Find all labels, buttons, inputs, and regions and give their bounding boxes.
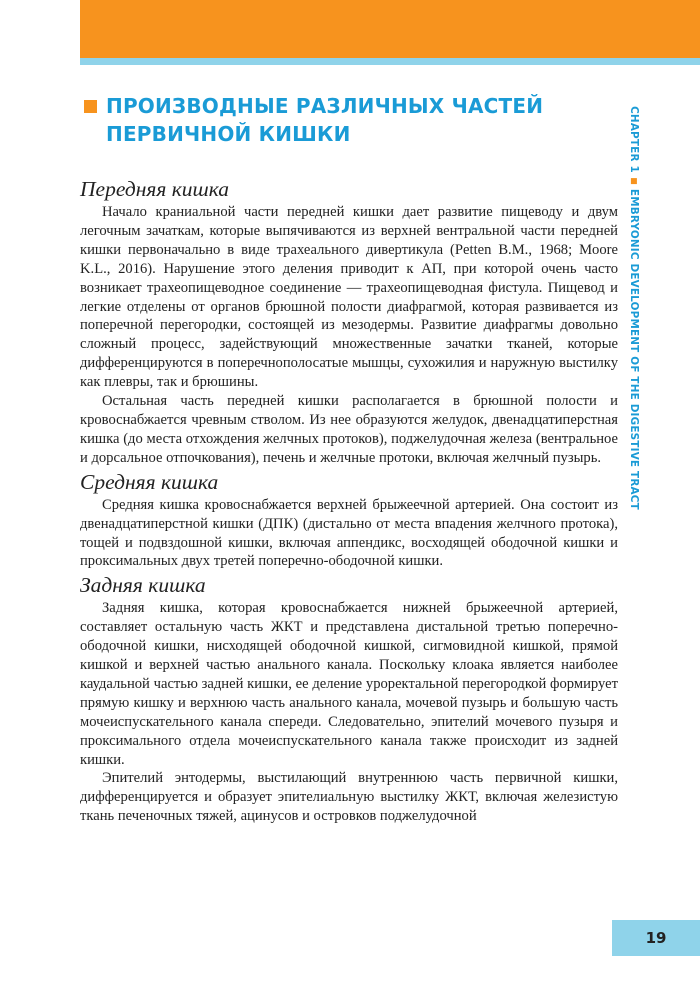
page-content	[80, 175, 618, 826]
paragraph: Остальная часть передней кишки располагается в брюшной полости и кровоснабжается чревным стволом. Из нее образуются желудок, двенадцатиперстная кишка (до места отхождения желчных протоков), поджелудочная железа (вентральное и дорсальное отпочкования), печень и желчные протоки, включая желчный пузырь.	[80, 393, 618, 466]
chapter-side-label	[626, 95, 642, 520]
chapter-name: EMBRYONIC DEVELOPMENT OF THE DIGESTIVE TRACT	[628, 188, 640, 510]
paragraph: Средняя кишка кровоснабжается верхней брыжеечной артерией. Она состоит из двенадцатиперстной кишки (ДПК) (дистально от места впадения желчного протока), тощей и подвздошной кишки, включая аппендикс, восходящей ободочной кишки и проксимальных двух третей поперечно-ободочной кишки.	[80, 496, 618, 570]
paragraph: Эпителий энтодермы, выстилающий внутреннюю часть первичной кишки, дифференцируется и образует эпителиальную выстилку ЖКТ, включая железистую ткань печеночных тяжей, ацинусов и островков поджелудочной	[80, 770, 618, 825]
header-blue-line	[80, 58, 700, 65]
chapter-label-text	[628, 106, 640, 510]
chapter-number: CHAPTER 1	[628, 105, 640, 173]
orange-square-marker	[84, 100, 97, 113]
subsection-heading-foregut: Передняя кишка	[80, 177, 230, 201]
subsection-heading-midgut: Средняя кишка	[80, 469, 219, 494]
page-number: 19	[612, 920, 700, 956]
orange-square-separator	[631, 177, 637, 183]
section-title: ПРОИЗВОДНЫЕ РАЗЛИЧНЫХ ЧАСТЕЙ ПЕРВИЧНОЙ КИШКИ	[106, 94, 544, 146]
header-orange-band	[80, 0, 700, 58]
subsection-heading-hindgut: Задняя кишка	[80, 573, 206, 598]
paragraph: Задняя кишка, которая кровоснабжается нижней брыжеечной артерией, составляет остальную часть ЖКТ и представлена дистальной третью поперечно-ободочной кишки, нисходящей ободочной кишкой, сигмовидной кишкой, прямой кишкой и верхней частью анального канала. Поскольку клоака является наиболее каудальной частью задней кишки, ее деление уроректальной перегородкой формирует прямую кишку и верхнюю часть анального канала, мочевой пузырь и большую часть мочеиспускательного канала спереди. Следовательно, эпителий мочевого пузыря и проксимального отдела мочеиспускательного канала также происходит из задней кишки.	[80, 600, 618, 768]
paragraph: Начало краниальной части передней кишки дает развитие пищеводу и двум легочным зачаткам, которые выпячиваются из верхней вентральной части передней кишки первоначально в виде трахеального дивертикула (Petten B.M., 1968; Moore K.L., 2016). Нарушение этого деления приводит к АП, при которой очень часто возникает трахеопищеводное соединение — трахеопищеводная фистула. Пищевод и легкие отделены от органов брюшной полости диафрагмой, которая развивается из поперечной перегородки, состоящей из мезодермы. Развитие диафрагмы довольно сложный процесс, задействующий множественные зачатки тканей, которые дифференцируются в поперечнополосатые мышцы, сухожилия и наружную выстилку как плевры, так и брюшины.	[80, 204, 618, 391]
